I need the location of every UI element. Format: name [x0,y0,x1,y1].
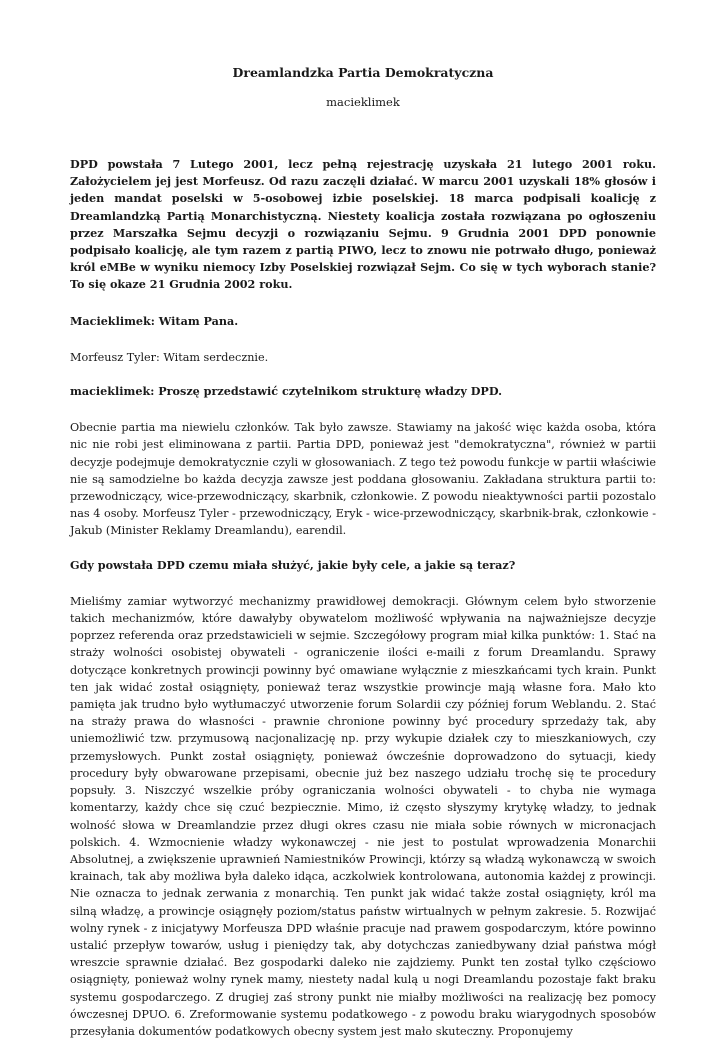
intro-paragraph: DPD powstała 7 Lutego 2001, lecz pełną rejestrację uzyskała 21 lutego 2001 roku. Założycielem jej jest Morfeusz. Od razu zaczęli działać. W marcu 2001 uzyskali 18% głosów i jeden mandat poselski w 5-osobowej izbie poselskiej. 18 marca podpisali koalicję z Dreamlandzką Partią Monarchistyczną. Niestety koalicja została rozwiązana po ogłoszeniu przez Marszałka Sejmu decyzji o rozwiązaniu Sejmu. 9 Grudnia 2001 DPD ponownie podpisało koalicję, ale tym razem z partią PIWO, lecz to znowu nie potrwało długo, ponieważ król eMBe w wyniku niemocy Izby Poselskiej rozwiązał Sejm. Co się w tych wyborach stanie? To się okaze 21 Grudnia 2002 roku. [70,157,656,292]
question-structure: macieklimek: Proszę przedstawić czytelnikom strukturę władzy DPD. [70,384,503,399]
document-author: macieklimek [326,95,400,109]
greeting-question: Macieklimek: Witam Pana. [70,313,239,328]
greeting-answer: Morfeusz Tyler: Witam serdecznie. [70,350,269,364]
answer-goals: Mieliśmy zamiar wytworzyć mechanizmy prawidłowej demokracji. Głównym celem było stworzenie takich mechanizmów, które dawałyby obywatelom możliwość wpływania na najważniejsze decyzje poprzez referenda oraz przedstawicieli w sejmie. Szczegółowy program miał kilka punktów: 1. Stać na straży wolności osobistej obywateli - ograniczenie ilości e-maili z forum Dreamlandu. Sprawy dotyczące konkretnych prowincji powinny być omawiane wyłącznie z mieszkańcami tych krain. Punkt ten jak widać został osiągnięty, ponieważ teraz wszystkie prowincje mają własne fora. Mało kto pamięta jak trudno było wytłumaczyć utworzenie forum Solardii czy później forum Weblandu. 2. Stać na straży prawa do własności - prawnie chronione powinny być procedury sprzedaży tak, aby uniemożliwić tzw. przymusową nacjonalizację np. przy wykupie działek czy to mieszkaniowych, czy przemysłowych. Punkt został osiągnięty, ponieważ ówcześnie doprowadzono do sytuacji, kiedy procedury były obwarowane przepisami, obecnie już bez naszego udziału trochę się te procedury popsuły. 3. Niszczyć wszelkie próby ograniczania wolności obywateli - to chyba nie wymaga komentarzy, każdy chce się czuć bezpiecznie. Mimo, iż często słyszymy krytykę władzy, to jednak wolność słowa w Dreamlandzie przez długi okres czasu nie miała sobie równych w micronacjach polskich. 4. Wzmocnienie władzy wykonawczej - nie jest to postulat wprowadzenia Monarchii Absolutnej, a zwiększenie uprawnień Namiestników Prowincji, którzy są władzą wykonawczą w swoich krainach, tak aby możliwa była daleko idąca, aczkolwiek kontrolowana, autonomia każdej z prowincji. Nie oznacza to jednak zerwania z monarchią. Ten punkt jak widać także został osiągnięty, król ma silną władzę, a prowincje osiągnęły poziom/status państw wirtualnych w pełnym zakresie. 5. Rozwijać wolny rynek - z inicjatywy Morfeusza DPD właśnie pracuje nad prawem gospodarczym, które powinno ustalić przepływ towarów, usług i pieniędzy tak, aby dotychczas zaniedbywany dział państwa mógł wreszcie sprawnie działać. Bez gospodarki daleko nie zajdziemy. Punkt ten został tylko częściowo osiągnięty, ponieważ wolny rynek mamy, niestety nadal kulą u nogi Dreamlandu pozostaje fakt braku systemu gospodarczego. Z drugiej zaś strony punkt nie miałby możliwości na realizację bez pomocy ówczesnej DPUO. 6. Zreformowanie systemu podatkowego - z powodu braku wiarygodnych sposobów przesyłania dokumentów podatkowych obecny system jest mało skuteczny. Proponujemy [70,594,656,1038]
document-page [70,64,656,1040]
document-title: Dreamlandzka Partia Demokratyczna [232,65,494,80]
answer-structure: Obecnie partia ma niewielu członków. Tak było zawsze. Stawiamy na jakość więc każda osoba, która nic nie robi jest eliminowana z partii. Partia DPD, ponieważ jest "demokratyczna", również w partii decyzje podejmuje demokratycznie czyli w głosowaniach. Z tego też powodu funkcje w partii właściwie nie są samodzielne bo każda decyzja zawsze jest poddana głosowaniu. Zakładana struktura partii to: przewodniczący, wice-przewodniczący, skarbnik, członkowie. Z powodu nieaktywności partii pozostalo nas 4 osoby. Morfeusz Tyler - przewodniczący, Eryk - wice-przewodniczący, skarbnik-brak, członkowie - Jakub (Minister Reklamy Dreamlandu), earendil. [70,421,656,538]
question-goals: Gdy powstała DPD czemu miała służyć, jakie były cele, a jakie są teraz? [70,557,516,572]
